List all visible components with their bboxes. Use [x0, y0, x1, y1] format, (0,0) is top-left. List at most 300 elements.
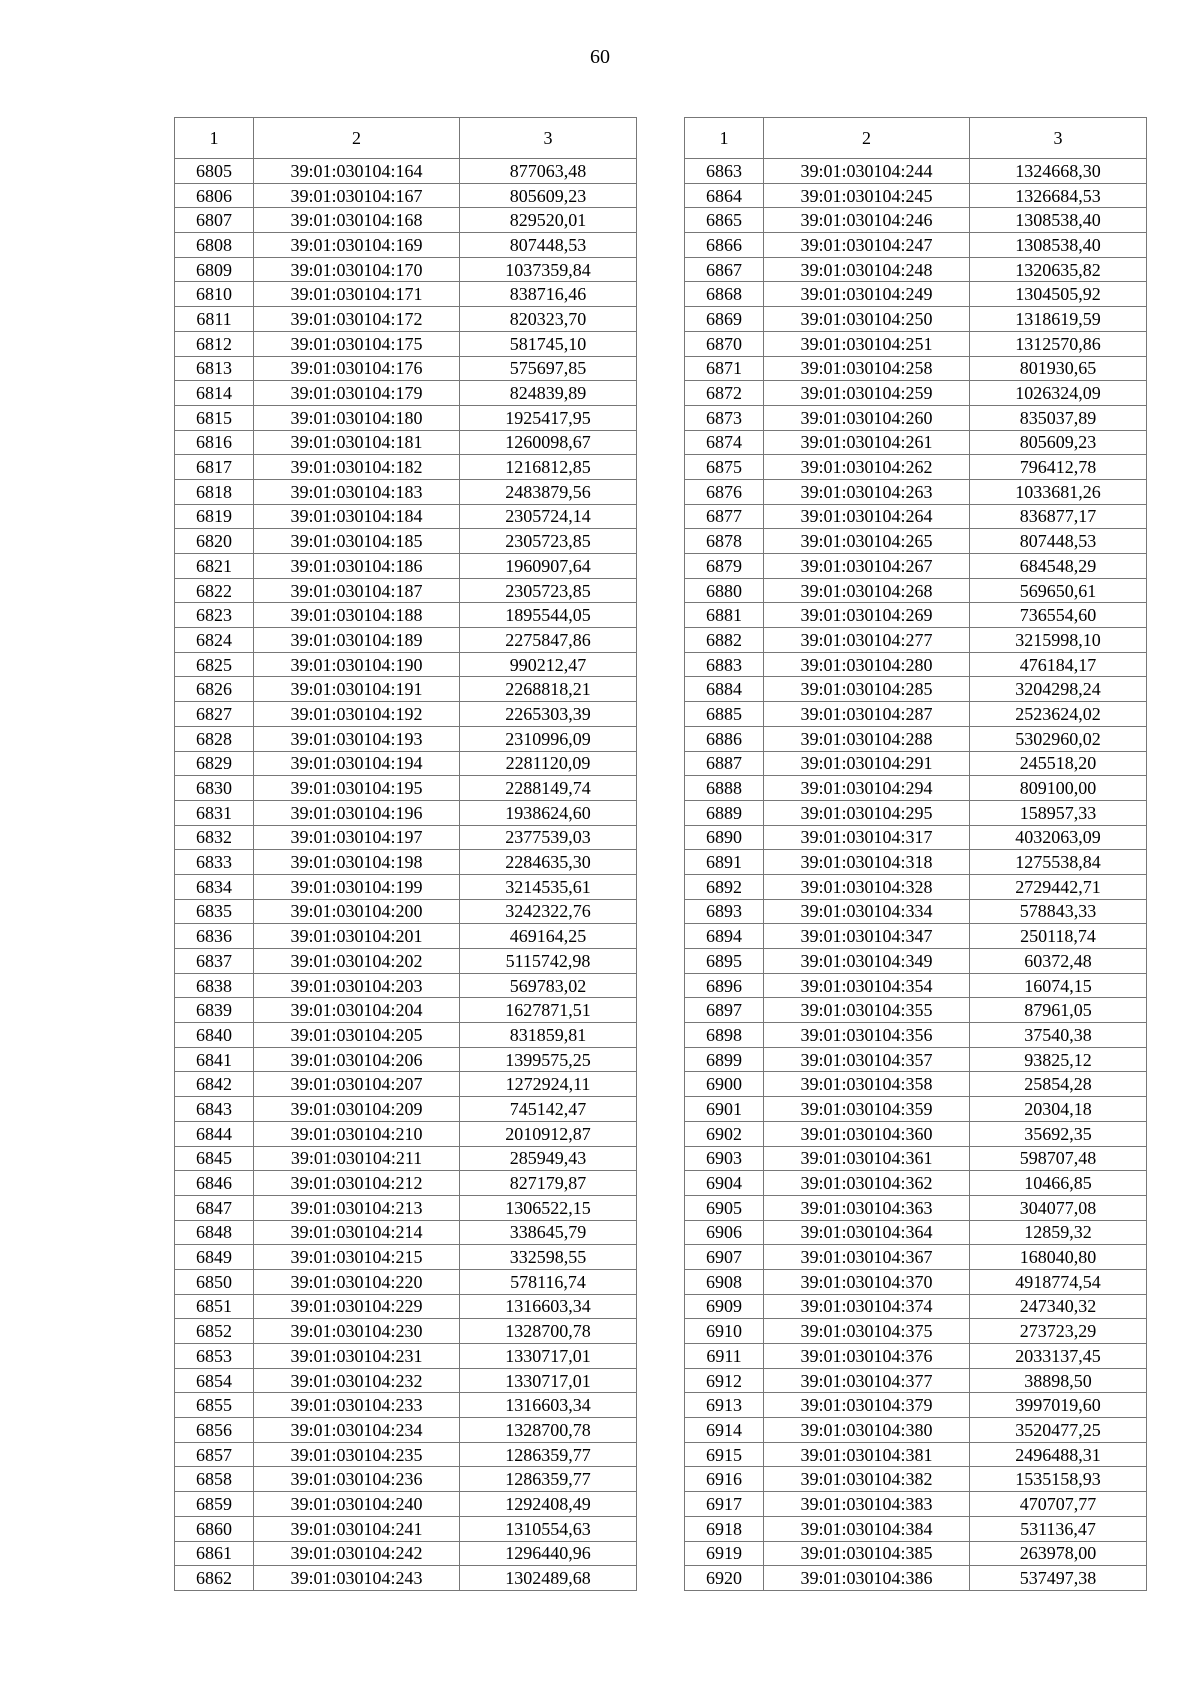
table-row: [175, 159, 637, 184]
table-row: [175, 1195, 637, 1220]
value-cell: 2310996,09: [460, 726, 637, 751]
table-row: [175, 899, 637, 924]
cadastral-number-cell: 39:01:030104:248: [764, 257, 970, 282]
value-cell: 4032063,09: [970, 825, 1147, 850]
table-row: [175, 331, 637, 356]
value-cell: 1310554,63: [460, 1516, 637, 1541]
cadastral-number-cell: 39:01:030104:185: [254, 529, 460, 554]
row-number-cell: 6833: [175, 850, 254, 875]
value-cell: 990212,47: [460, 652, 637, 677]
row-number-cell: 6879: [685, 554, 764, 579]
column-header-3: 3: [970, 118, 1147, 159]
cadastral-number-cell: 39:01:030104:181: [254, 430, 460, 455]
cadastral-number-cell: 39:01:030104:213: [254, 1195, 460, 1220]
row-number-cell: 6895: [685, 949, 764, 974]
row-number-cell: 6909: [685, 1294, 764, 1319]
row-number-cell: 6915: [685, 1442, 764, 1467]
value-cell: 3215998,10: [970, 628, 1147, 653]
table-row: [685, 578, 1147, 603]
row-number-cell: 6823: [175, 603, 254, 628]
left-table-body: [175, 159, 637, 1591]
cadastral-number-cell: 39:01:030104:277: [764, 628, 970, 653]
row-number-cell: 6877: [685, 504, 764, 529]
value-cell: 1318619,59: [970, 307, 1147, 332]
cadastral-number-cell: 39:01:030104:244: [764, 159, 970, 184]
value-cell: 1316603,34: [460, 1393, 637, 1418]
row-number-cell: 6876: [685, 479, 764, 504]
cadastral-number-cell: 39:01:030104:376: [764, 1344, 970, 1369]
cadastral-number-cell: 39:01:030104:347: [764, 924, 970, 949]
table-row: [175, 1566, 637, 1591]
cadastral-number-cell: 39:01:030104:364: [764, 1220, 970, 1245]
row-number-cell: 6898: [685, 1023, 764, 1048]
value-cell: 836877,17: [970, 504, 1147, 529]
table-row: [685, 1319, 1147, 1344]
cadastral-number-cell: 39:01:030104:288: [764, 726, 970, 751]
value-cell: 1286359,77: [460, 1467, 637, 1492]
value-cell: 1895544,05: [460, 603, 637, 628]
table-row: [685, 1220, 1147, 1245]
cadastral-number-cell: 39:01:030104:189: [254, 628, 460, 653]
table-row: [685, 726, 1147, 751]
right-table: [684, 117, 1147, 1591]
value-cell: 2496488,31: [970, 1442, 1147, 1467]
table-row: [175, 1541, 637, 1566]
row-number-cell: 6809: [175, 257, 254, 282]
value-cell: 2305723,85: [460, 529, 637, 554]
table-row: [685, 1023, 1147, 1048]
value-cell: 2010912,87: [460, 1121, 637, 1146]
table-row: [685, 1269, 1147, 1294]
cadastral-number-cell: 39:01:030104:374: [764, 1294, 970, 1319]
row-number-cell: 6847: [175, 1195, 254, 1220]
cadastral-number-cell: 39:01:030104:243: [254, 1566, 460, 1591]
value-cell: 338645,79: [460, 1220, 637, 1245]
cadastral-number-cell: 39:01:030104:367: [764, 1245, 970, 1270]
row-number-cell: 6873: [685, 405, 764, 430]
row-number-cell: 6910: [685, 1319, 764, 1344]
value-cell: 38898,50: [970, 1368, 1147, 1393]
row-number-cell: 6806: [175, 183, 254, 208]
cadastral-number-cell: 39:01:030104:318: [764, 850, 970, 875]
table-row: [685, 1072, 1147, 1097]
value-cell: 10466,85: [970, 1171, 1147, 1196]
cadastral-number-cell: 39:01:030104:258: [764, 356, 970, 381]
table-row: [685, 1393, 1147, 1418]
table-row: [685, 1245, 1147, 1270]
cadastral-number-cell: 39:01:030104:231: [254, 1344, 460, 1369]
value-cell: 1399575,25: [460, 1047, 637, 1072]
table-row: [685, 1541, 1147, 1566]
row-number-cell: 6870: [685, 331, 764, 356]
value-cell: 575697,85: [460, 356, 637, 381]
table-row: [175, 282, 637, 307]
cadastral-number-cell: 39:01:030104:191: [254, 677, 460, 702]
value-cell: 807448,53: [970, 529, 1147, 554]
row-number-cell: 6916: [685, 1467, 764, 1492]
table-row: [685, 899, 1147, 924]
cadastral-number-cell: 39:01:030104:196: [254, 800, 460, 825]
value-cell: 3214535,61: [460, 874, 637, 899]
table-row: [175, 1220, 637, 1245]
row-number-cell: 6854: [175, 1368, 254, 1393]
cadastral-number-cell: 39:01:030104:186: [254, 554, 460, 579]
value-cell: 16074,15: [970, 973, 1147, 998]
cadastral-number-cell: 39:01:030104:380: [764, 1418, 970, 1443]
row-number-cell: 6844: [175, 1121, 254, 1146]
cadastral-number-cell: 39:01:030104:249: [764, 282, 970, 307]
row-number-cell: 6872: [685, 381, 764, 406]
table-row: [175, 1294, 637, 1319]
row-number-cell: 6843: [175, 1097, 254, 1122]
right-table-body: [685, 159, 1147, 1591]
row-number-cell: 6874: [685, 430, 764, 455]
value-cell: 304077,08: [970, 1195, 1147, 1220]
value-cell: 1302489,68: [460, 1566, 637, 1591]
table-row: [685, 257, 1147, 282]
table-row: [685, 1368, 1147, 1393]
value-cell: 2268818,21: [460, 677, 637, 702]
row-number-cell: 6906: [685, 1220, 764, 1245]
table-row: [175, 726, 637, 751]
row-number-cell: 6900: [685, 1072, 764, 1097]
table-row: [175, 998, 637, 1023]
row-number-cell: 6817: [175, 455, 254, 480]
table-row: [685, 652, 1147, 677]
table-row: [685, 381, 1147, 406]
cadastral-number-cell: 39:01:030104:170: [254, 257, 460, 282]
table-row: [175, 455, 637, 480]
row-number-cell: 6828: [175, 726, 254, 751]
value-cell: 1037359,84: [460, 257, 637, 282]
value-cell: 158957,33: [970, 800, 1147, 825]
row-number-cell: 6842: [175, 1072, 254, 1097]
row-number-cell: 6859: [175, 1492, 254, 1517]
row-number-cell: 6849: [175, 1245, 254, 1270]
cadastral-number-cell: 39:01:030104:207: [254, 1072, 460, 1097]
cadastral-number-cell: 39:01:030104:199: [254, 874, 460, 899]
cadastral-number-cell: 39:01:030104:182: [254, 455, 460, 480]
value-cell: 531136,47: [970, 1516, 1147, 1541]
table-row: [175, 603, 637, 628]
cadastral-number-cell: 39:01:030104:251: [764, 331, 970, 356]
table-row: [175, 183, 637, 208]
table-row: [175, 702, 637, 727]
row-number-cell: 6883: [685, 652, 764, 677]
value-cell: 1308538,40: [970, 208, 1147, 233]
row-number-cell: 6825: [175, 652, 254, 677]
value-cell: 2033137,45: [970, 1344, 1147, 1369]
row-number-cell: 6858: [175, 1467, 254, 1492]
cadastral-number-cell: 39:01:030104:204: [254, 998, 460, 1023]
cadastral-number-cell: 39:01:030104:354: [764, 973, 970, 998]
cadastral-number-cell: 39:01:030104:179: [254, 381, 460, 406]
table-row: [685, 603, 1147, 628]
value-cell: 569650,61: [970, 578, 1147, 603]
cadastral-number-cell: 39:01:030104:187: [254, 578, 460, 603]
row-number-cell: 6868: [685, 282, 764, 307]
value-cell: 1292408,49: [460, 1492, 637, 1517]
row-number-cell: 6878: [685, 529, 764, 554]
table-row: [175, 949, 637, 974]
table-row: [175, 1516, 637, 1541]
value-cell: 1316603,34: [460, 1294, 637, 1319]
row-number-cell: 6826: [175, 677, 254, 702]
cadastral-number-cell: 39:01:030104:349: [764, 949, 970, 974]
table-row: [175, 677, 637, 702]
value-cell: 827179,87: [460, 1171, 637, 1196]
cadastral-number-cell: 39:01:030104:355: [764, 998, 970, 1023]
table-row: [175, 1121, 637, 1146]
value-cell: 1535158,93: [970, 1467, 1147, 1492]
cadastral-number-cell: 39:01:030104:381: [764, 1442, 970, 1467]
table-row: [685, 331, 1147, 356]
value-cell: 2305723,85: [460, 578, 637, 603]
cadastral-number-cell: 39:01:030104:201: [254, 924, 460, 949]
value-cell: 285949,43: [460, 1146, 637, 1171]
table-row: [175, 1097, 637, 1122]
table-row: [685, 1294, 1147, 1319]
cadastral-number-cell: 39:01:030104:164: [254, 159, 460, 184]
value-cell: 5115742,98: [460, 949, 637, 974]
value-cell: 537497,38: [970, 1566, 1147, 1591]
cadastral-number-cell: 39:01:030104:267: [764, 554, 970, 579]
cadastral-number-cell: 39:01:030104:382: [764, 1467, 970, 1492]
cadastral-number-cell: 39:01:030104:240: [254, 1492, 460, 1517]
cadastral-number-cell: 39:01:030104:206: [254, 1047, 460, 1072]
value-cell: 1216812,85: [460, 455, 637, 480]
row-number-cell: 6814: [175, 381, 254, 406]
row-number-cell: 6914: [685, 1418, 764, 1443]
row-number-cell: 6822: [175, 578, 254, 603]
value-cell: 250118,74: [970, 924, 1147, 949]
row-number-cell: 6818: [175, 479, 254, 504]
value-cell: 838716,46: [460, 282, 637, 307]
cadastral-number-cell: 39:01:030104:261: [764, 430, 970, 455]
table-row: [175, 1368, 637, 1393]
value-cell: 168040,80: [970, 1245, 1147, 1270]
table-row: [175, 1467, 637, 1492]
row-number-cell: 6919: [685, 1541, 764, 1566]
value-cell: 332598,55: [460, 1245, 637, 1270]
column-header-1: 1: [685, 118, 764, 159]
value-cell: 470707,77: [970, 1492, 1147, 1517]
cadastral-number-cell: 39:01:030104:210: [254, 1121, 460, 1146]
cadastral-number-cell: 39:01:030104:215: [254, 1245, 460, 1270]
table-row: [685, 529, 1147, 554]
table-header-row: [175, 118, 637, 159]
row-number-cell: 6839: [175, 998, 254, 1023]
cadastral-number-cell: 39:01:030104:188: [254, 603, 460, 628]
row-number-cell: 6861: [175, 1541, 254, 1566]
cadastral-number-cell: 39:01:030104:263: [764, 479, 970, 504]
row-number-cell: 6896: [685, 973, 764, 998]
table-row: [175, 825, 637, 850]
table-row: [685, 1344, 1147, 1369]
column-header-2: 2: [764, 118, 970, 159]
value-cell: 1330717,01: [460, 1344, 637, 1369]
value-cell: 476184,17: [970, 652, 1147, 677]
value-cell: 3204298,24: [970, 677, 1147, 702]
table-row: [175, 307, 637, 332]
cadastral-number-cell: 39:01:030104:190: [254, 652, 460, 677]
table-row: [685, 924, 1147, 949]
value-cell: 581745,10: [460, 331, 637, 356]
cadastral-number-cell: 39:01:030104:183: [254, 479, 460, 504]
value-cell: 3520477,25: [970, 1418, 1147, 1443]
value-cell: 824839,89: [460, 381, 637, 406]
value-cell: 2281120,09: [460, 751, 637, 776]
table-row: [685, 1467, 1147, 1492]
table-row: [685, 159, 1147, 184]
row-number-cell: 6889: [685, 800, 764, 825]
value-cell: 3997019,60: [970, 1393, 1147, 1418]
value-cell: 805609,23: [460, 183, 637, 208]
table-row: [175, 1047, 637, 1072]
value-cell: 1304505,92: [970, 282, 1147, 307]
table-row: [175, 257, 637, 282]
row-number-cell: 6851: [175, 1294, 254, 1319]
cadastral-number-cell: 39:01:030104:260: [764, 405, 970, 430]
value-cell: 1925417,95: [460, 405, 637, 430]
table-row: [175, 1344, 637, 1369]
row-number-cell: 6838: [175, 973, 254, 998]
value-cell: 60372,48: [970, 949, 1147, 974]
row-number-cell: 6867: [685, 257, 764, 282]
cadastral-number-cell: 39:01:030104:360: [764, 1121, 970, 1146]
row-number-cell: 6882: [685, 628, 764, 653]
cadastral-number-cell: 39:01:030104:211: [254, 1146, 460, 1171]
cadastral-number-cell: 39:01:030104:317: [764, 825, 970, 850]
row-number-cell: 6893: [685, 899, 764, 924]
value-cell: 2523624,02: [970, 702, 1147, 727]
value-cell: 2377539,03: [460, 825, 637, 850]
cadastral-number-cell: 39:01:030104:361: [764, 1146, 970, 1171]
cadastral-number-cell: 39:01:030104:259: [764, 381, 970, 406]
table-row: [685, 998, 1147, 1023]
row-number-cell: 6911: [685, 1344, 764, 1369]
table-row: [175, 1023, 637, 1048]
table-row: [685, 1047, 1147, 1072]
value-cell: 745142,47: [460, 1097, 637, 1122]
cadastral-number-cell: 39:01:030104:247: [764, 233, 970, 258]
table-row: [685, 233, 1147, 258]
row-number-cell: 6807: [175, 208, 254, 233]
cadastral-number-cell: 39:01:030104:246: [764, 208, 970, 233]
column-header-2: 2: [254, 118, 460, 159]
row-number-cell: 6888: [685, 776, 764, 801]
table-row: [175, 1492, 637, 1517]
cadastral-number-cell: 39:01:030104:229: [254, 1294, 460, 1319]
row-number-cell: 6819: [175, 504, 254, 529]
table-header-row: [685, 118, 1147, 159]
row-number-cell: 6913: [685, 1393, 764, 1418]
row-number-cell: 6864: [685, 183, 764, 208]
table-row: [175, 1393, 637, 1418]
value-cell: 1960907,64: [460, 554, 637, 579]
row-number-cell: 6815: [175, 405, 254, 430]
cadastral-number-cell: 39:01:030104:386: [764, 1566, 970, 1591]
table-row: [685, 949, 1147, 974]
value-cell: 1308538,40: [970, 233, 1147, 258]
cadastral-number-cell: 39:01:030104:212: [254, 1171, 460, 1196]
cadastral-number-cell: 39:01:030104:295: [764, 800, 970, 825]
table-row: [175, 874, 637, 899]
row-number-cell: 6912: [685, 1368, 764, 1393]
value-cell: 809100,00: [970, 776, 1147, 801]
table-row: [175, 652, 637, 677]
row-number-cell: 6813: [175, 356, 254, 381]
value-cell: 1330717,01: [460, 1368, 637, 1393]
value-cell: 1312570,86: [970, 331, 1147, 356]
table-row: [175, 356, 637, 381]
value-cell: 37540,38: [970, 1023, 1147, 1048]
table-row: [685, 1418, 1147, 1443]
row-number-cell: 6891: [685, 850, 764, 875]
table-row: [175, 1442, 637, 1467]
table-row: [685, 183, 1147, 208]
row-number-cell: 6835: [175, 899, 254, 924]
cadastral-number-cell: 39:01:030104:328: [764, 874, 970, 899]
row-number-cell: 6897: [685, 998, 764, 1023]
cadastral-number-cell: 39:01:030104:232: [254, 1368, 460, 1393]
value-cell: 247340,32: [970, 1294, 1147, 1319]
row-number-cell: 6863: [685, 159, 764, 184]
row-number-cell: 6837: [175, 949, 254, 974]
table-row: [685, 430, 1147, 455]
value-cell: 796412,78: [970, 455, 1147, 480]
value-cell: 1272924,11: [460, 1072, 637, 1097]
value-cell: 469164,25: [460, 924, 637, 949]
cadastral-number-cell: 39:01:030104:180: [254, 405, 460, 430]
cadastral-number-cell: 39:01:030104:234: [254, 1418, 460, 1443]
row-number-cell: 6881: [685, 603, 764, 628]
table-row: [175, 504, 637, 529]
table-row: [175, 800, 637, 825]
value-cell: 5302960,02: [970, 726, 1147, 751]
row-number-cell: 6869: [685, 307, 764, 332]
row-number-cell: 6899: [685, 1047, 764, 1072]
cadastral-number-cell: 39:01:030104:202: [254, 949, 460, 974]
table-row: [175, 1072, 637, 1097]
value-cell: 820323,70: [460, 307, 637, 332]
value-cell: 1627871,51: [460, 998, 637, 1023]
row-number-cell: 6905: [685, 1195, 764, 1220]
cadastral-number-cell: 39:01:030104:358: [764, 1072, 970, 1097]
table-row: [685, 1121, 1147, 1146]
cadastral-number-cell: 39:01:030104:334: [764, 899, 970, 924]
table-row: [685, 208, 1147, 233]
table-row: [685, 356, 1147, 381]
table-row: [175, 578, 637, 603]
value-cell: 1306522,15: [460, 1195, 637, 1220]
table-row: [685, 776, 1147, 801]
cadastral-number-cell: 39:01:030104:269: [764, 603, 970, 628]
value-cell: 877063,48: [460, 159, 637, 184]
row-number-cell: 6907: [685, 1245, 764, 1270]
value-cell: 835037,89: [970, 405, 1147, 430]
row-number-cell: 6845: [175, 1146, 254, 1171]
value-cell: 807448,53: [460, 233, 637, 258]
value-cell: 12859,32: [970, 1220, 1147, 1245]
row-number-cell: 6862: [175, 1566, 254, 1591]
table-row: [685, 479, 1147, 504]
row-number-cell: 6880: [685, 578, 764, 603]
table-row: [175, 1269, 637, 1294]
value-cell: 1260098,67: [460, 430, 637, 455]
cadastral-number-cell: 39:01:030104:287: [764, 702, 970, 727]
row-number-cell: 6850: [175, 1269, 254, 1294]
